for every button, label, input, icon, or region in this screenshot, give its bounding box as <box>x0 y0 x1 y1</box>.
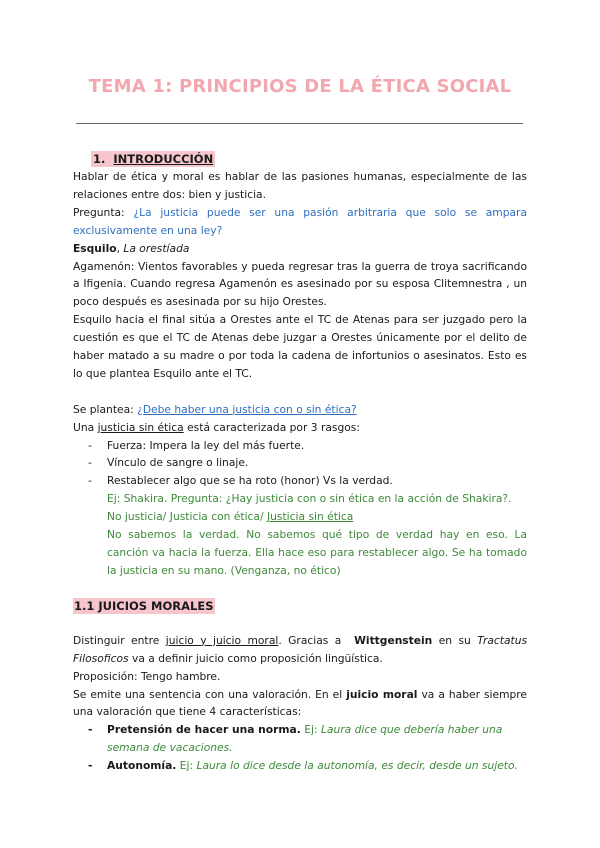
list-item-label: Pretensión de hacer una norma. <box>107 723 301 737</box>
blank-line <box>73 383 527 401</box>
work-title: Tractatus Filosoficos <box>73 633 528 665</box>
proposicion-paragraph: Proposición: Tengo hambre. <box>73 669 221 683</box>
intro-paragraph: Hablar de ética y moral es hablar de las pasiones humanas, especialmente de las relaciones entre dos: bien y justicia. <box>73 170 527 201</box>
section-heading-introduccion <box>91 150 527 168</box>
dash-marker: - <box>88 759 93 773</box>
text-run: Se emite una sentencia con una valoración. En el <box>73 687 343 701</box>
rasgos-post: está caracterizada por 3 rasgos: <box>187 420 360 434</box>
dash-marker: - <box>88 723 93 737</box>
example-line <box>73 508 527 526</box>
agamemnon-paragraph: Agamenón: Vientos favorables y pueda regresar tras la guerra de troya sacrificando a Ifigenia. Cuando regresa Agamenón es asesinado por su esposa Clitemnestra , un poco después es asesinada por su hijo Orestes. <box>73 259 527 309</box>
caracteristicas-list <box>73 721 527 775</box>
text-run: va a definir juicio como proposición lingüística. <box>132 651 383 665</box>
esquilo-paragraph: Esquilo hacia el final sitúa a Orestes ante el TC de Atenas para ser juzgado pero la cuestión es que el TC de Atenas debe juzgar a Orestes únicamente por el delito de haber matado a su madre o por toda la cadena de infortunios o asesinatos. Esto es lo que plantea Esquilo ante el TC. <box>73 313 527 380</box>
example-options: No justicia/ Justicia con ética/ <box>107 510 264 524</box>
list-item <box>73 437 527 455</box>
example-prefix: Ej: <box>304 723 318 737</box>
dash-marker: - <box>88 474 92 488</box>
question-paragraph <box>73 204 527 240</box>
text-run: va a haber siempre una valoración que tiene 4 características: <box>73 687 527 719</box>
document-body <box>73 150 527 775</box>
section-number: 1. <box>93 152 106 166</box>
rasgos-pre: Una <box>73 420 95 434</box>
text-run: en su <box>438 633 471 647</box>
dash-marker: - <box>88 456 92 470</box>
dash-marker: - <box>88 438 92 452</box>
example-answer: Justicia sin ética <box>267 510 354 524</box>
text-run: . Gracias a <box>278 633 342 647</box>
document-title: TEMA 1: PRINCIPIOS DE LA ÉTICA SOCIAL <box>88 76 512 97</box>
wittgenstein-paragraph <box>73 632 527 668</box>
planteo-label: Se plantea: <box>73 402 134 416</box>
section-title: 1.1 JUICIOS MORALES <box>74 598 214 613</box>
work-title: La orestíada <box>123 241 190 255</box>
blank-line <box>73 615 527 632</box>
rasgos-paragraph <box>73 419 527 437</box>
planteo-paragraph <box>73 401 527 419</box>
valoracion-paragraph <box>73 686 527 722</box>
question-text: ¿La justicia puede ser una pasión arbitraria que solo se ampara exclusivamente en una ley? <box>73 205 527 237</box>
blank-line <box>73 580 527 597</box>
juicio-moral-term: juicio moral <box>346 687 418 701</box>
title-divider <box>76 123 523 124</box>
author-name: Esquilo <box>73 241 117 255</box>
author-name: Wittgenstein <box>354 633 433 647</box>
list-item-label: Autonomía. <box>107 759 177 773</box>
section-heading-juicios <box>73 597 527 615</box>
rasgos-list <box>73 437 527 491</box>
example-prefix: Ej: <box>179 759 194 773</box>
juicio-term: juicio y juicio moral <box>165 633 279 647</box>
list-item <box>73 721 527 757</box>
example-text: Laura dice que debería haber una semana de vacaciones. <box>107 723 503 755</box>
planteo-question: ¿Debe haber una justicia con o sin ética? <box>137 402 357 416</box>
author-line: Esquilo, La orestíada <box>73 241 190 255</box>
list-item-text: Fuerza: Impera la ley del más fuerte. <box>107 438 305 452</box>
section-title: INTRODUCCIÓN <box>113 152 214 166</box>
list-item <box>73 472 527 490</box>
example-explanation: No sabemos la verdad. No sabemos qué tipo de verdad hay en eso. La canción va hacia la fuerza. Ella hace eso para restablecer algo. Se ha tomado la justicia en su mano. (Venganza, no ético) <box>107 528 527 577</box>
list-item <box>73 757 527 775</box>
list-item <box>73 454 527 472</box>
example-line: Ej: Shakira. Pregunta: ¿Hay justicia con o sin ética en la acción de Shakira?. <box>107 492 512 506</box>
example-text: Laura lo dice desde la autonomía, es decir, desde un sujeto. <box>196 759 518 773</box>
text-run: Distinguir entre <box>73 633 160 647</box>
question-label: Pregunta: <box>73 205 125 219</box>
list-item-text: Restablecer algo que se ha roto (honor) Vs la verdad. <box>107 474 393 488</box>
rasgos-term: justicia sin ética <box>97 420 184 434</box>
list-item-text: Vínculo de sangre o linaje. <box>107 456 249 470</box>
